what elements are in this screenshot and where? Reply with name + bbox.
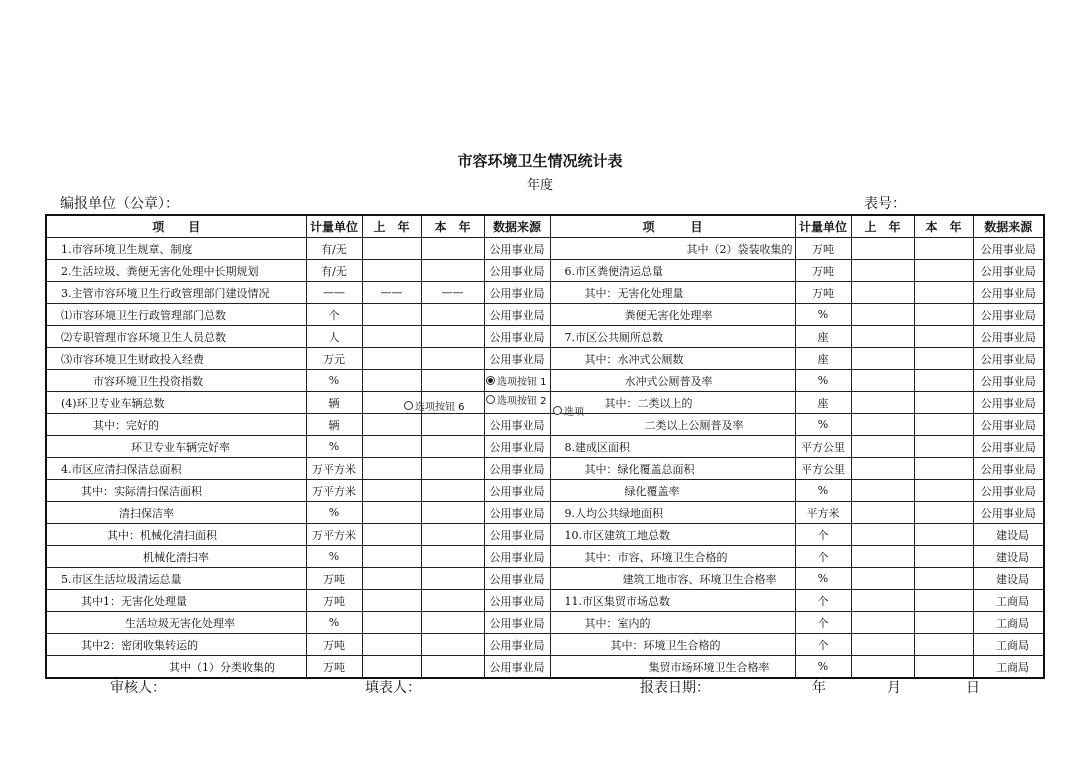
right-prev-year-cell[interactable] [851, 634, 914, 656]
header-cur-year-right: 本 年 [914, 215, 973, 238]
header-cur-year: 本 年 [421, 215, 484, 238]
left-unit-cell: % [306, 436, 362, 458]
right-source-cell: 公用事业局 [973, 370, 1044, 392]
right-unit-cell: 万吨 [795, 238, 851, 260]
right-unit-cell: 座 [795, 326, 851, 348]
right-unit-cell: % [795, 480, 851, 502]
form-number-label: 表号： [864, 196, 906, 212]
left-item-cell: 3.主管市容环境卫生行政管理部门建设情况 [46, 282, 306, 304]
right-unit-cell: % [795, 414, 851, 436]
page-subtitle: 年度 [526, 178, 553, 193]
left-prev-year-cell[interactable] [362, 480, 421, 502]
right-unit-cell: % [795, 568, 851, 590]
right-item-cell: 建筑工地市容、环境卫生合格率 [550, 568, 795, 590]
left-source-cell: 公用事业局 [484, 568, 550, 590]
right-item-cell: 二类以上公厕普及率 [550, 414, 795, 436]
month-label: 月 [887, 680, 901, 696]
left-cur-year-cell[interactable] [421, 326, 484, 348]
right-item-cell: 其中：无害化处理量 [550, 282, 795, 304]
right-item-cell: 其中：市容、环境卫生合格的 [550, 546, 795, 568]
left-prev-year-cell[interactable]: —— [362, 282, 421, 304]
radio-label: 选项按钮 1 [497, 377, 547, 388]
right-cur-year-cell[interactable] [914, 260, 973, 282]
left-unit-cell: % [306, 612, 362, 634]
table-row [46, 348, 1044, 370]
radio-label: 选项按钮 6 [415, 402, 465, 413]
left-cur-year-cell[interactable] [421, 436, 484, 458]
radio-label: 选项按钮 2 [497, 396, 547, 407]
table-row [46, 480, 1044, 502]
table-row [46, 436, 1044, 458]
right-cur-year-cell[interactable] [914, 590, 973, 612]
left-unit-cell: 万平方米 [306, 458, 362, 480]
right-item-cell: 11.市区集贸市场总数 [550, 590, 795, 612]
right-source-cell: 公用事业局 [973, 436, 1044, 458]
table-row [46, 590, 1044, 612]
table-row [46, 458, 1044, 480]
left-unit-cell: 有/无 [306, 238, 362, 260]
left-unit-cell: 万吨 [306, 634, 362, 656]
left-unit-cell: —— [306, 282, 362, 304]
left-item-cell: 其中2：密闭收集转运的 [46, 634, 306, 656]
right-source-cell: 建设局 [973, 546, 1044, 568]
right-source-cell: 公用事业局 [973, 260, 1044, 282]
right-cur-year-cell[interactable] [914, 502, 973, 524]
left-prev-year-cell[interactable] [362, 656, 421, 679]
year-label: 年 [812, 680, 826, 696]
radio-circle-icon[interactable] [486, 376, 495, 385]
left-item-cell: 环卫专业车辆完好率 [46, 436, 306, 458]
left-cur-year-cell[interactable]: —— [421, 282, 484, 304]
left-cur-year-cell[interactable] [421, 568, 484, 590]
right-item-cell: 其中：室内的 [550, 612, 795, 634]
right-unit-cell: 平方米 [795, 502, 851, 524]
right-prev-year-cell[interactable] [851, 414, 914, 436]
right-prev-year-cell[interactable] [851, 568, 914, 590]
right-unit-cell: % [795, 304, 851, 326]
right-cur-year-cell[interactable] [914, 436, 973, 458]
left-unit-cell: 人 [306, 326, 362, 348]
left-unit-cell: 万平方米 [306, 480, 362, 502]
right-item-cell: 绿化覆盖率 [550, 480, 795, 502]
left-cur-year-cell[interactable] [421, 348, 484, 370]
right-source-cell: 公用事业局 [973, 458, 1044, 480]
left-source-cell: 公用事业局 [484, 590, 550, 612]
right-item-cell: 9.人均公共绿地面积 [550, 502, 795, 524]
right-source-cell: 公用事业局 [973, 238, 1044, 260]
table-row [46, 282, 1044, 304]
left-unit-cell: 有/无 [306, 260, 362, 282]
right-item-cell: 10.市区建筑工地总数 [550, 524, 795, 546]
left-cur-year-cell[interactable] [421, 634, 484, 656]
right-item-cell: 粪便无害化处理率 [550, 304, 795, 326]
right-unit-cell: 个 [795, 634, 851, 656]
header-unit-right: 计量单位 [795, 215, 851, 238]
right-source-cell: 工商局 [973, 590, 1044, 612]
right-prev-year-cell[interactable] [851, 392, 914, 414]
right-prev-year-cell[interactable] [851, 546, 914, 568]
right-cur-year-cell[interactable] [914, 568, 973, 590]
left-source-cell: 公用事业局 [484, 546, 550, 568]
right-item-cell: 其中：环境卫生合格的 [550, 634, 795, 656]
right-source-cell: 公用事业局 [973, 502, 1044, 524]
right-item-cell: 6.市区粪便清运总量 [550, 260, 795, 282]
right-unit-cell: 个 [795, 590, 851, 612]
left-cur-year-cell[interactable] [421, 524, 484, 546]
left-cur-year-cell[interactable] [421, 656, 484, 679]
left-item-cell: 其中1：无害化处理量 [46, 590, 306, 612]
right-item-cell: 水冲式公厕普及率 [550, 370, 795, 392]
right-prev-year-cell[interactable] [851, 260, 914, 282]
left-cur-year-cell[interactable] [421, 370, 484, 392]
right-prev-year-cell[interactable] [851, 370, 914, 392]
right-cur-year-cell[interactable] [914, 370, 973, 392]
left-unit-cell: 万吨 [306, 568, 362, 590]
left-unit-cell: % [306, 370, 362, 392]
left-source-cell: 公用事业局 [484, 348, 550, 370]
option-radio-button[interactable] [486, 373, 547, 388]
left-unit-cell: 万吨 [306, 590, 362, 612]
table-row [46, 260, 1044, 282]
left-source-cell: 公用事业局 [484, 502, 550, 524]
left-cur-year-cell[interactable] [421, 260, 484, 282]
left-item-cell: ⑵专职管理市容环境卫生人员总数 [46, 326, 306, 348]
radio-circle-icon[interactable] [553, 406, 562, 415]
right-prev-year-cell[interactable] [851, 502, 914, 524]
statistics-table [45, 214, 1045, 679]
right-source-cell: 建设局 [973, 524, 1044, 546]
left-item-cell: ⑴市容环境卫生行政管理部门总数 [46, 304, 306, 326]
reporting-unit-label: 编报单位（公章）： [60, 196, 179, 212]
right-prev-year-cell[interactable] [851, 348, 914, 370]
table-row [46, 612, 1044, 634]
left-prev-year-cell[interactable] [362, 612, 421, 634]
right-prev-year-cell[interactable] [851, 436, 914, 458]
right-unit-cell: 个 [795, 546, 851, 568]
right-unit-cell: 个 [795, 612, 851, 634]
right-source-cell: 公用事业局 [973, 414, 1044, 436]
left-source-cell: 公用事业局 [484, 524, 550, 546]
right-cur-year-cell[interactable] [914, 304, 973, 326]
right-prev-year-cell[interactable] [851, 612, 914, 634]
left-prev-year-cell[interactable] [362, 348, 421, 370]
right-unit-cell: 平方公里 [795, 436, 851, 458]
left-source-cell: 公用事业局 [484, 634, 550, 656]
left-prev-year-cell[interactable] [362, 436, 421, 458]
left-unit-cell: 辆 [306, 392, 362, 414]
right-source-cell: 工商局 [973, 634, 1044, 656]
left-cur-year-cell[interactable] [421, 590, 484, 612]
table-row [46, 634, 1044, 656]
left-item-cell: 4.市区应清扫保洁总面积 [46, 458, 306, 480]
left-prev-year-cell[interactable] [362, 458, 421, 480]
table-row [46, 414, 1044, 436]
right-item-cell: 集贸市场环境卫生合格率 [550, 656, 795, 679]
left-source-cell: 公用事业局 [484, 436, 550, 458]
left-item-cell: 清扫保洁率 [46, 502, 306, 524]
option-radio-button[interactable] [553, 403, 584, 418]
left-unit-cell: 个 [306, 304, 362, 326]
left-item-cell: 1.市容环境卫生规章、制度 [46, 238, 306, 260]
option-radio-button[interactable] [404, 398, 465, 413]
left-source-cell: 公用事业局 [484, 282, 550, 304]
left-source-cell: 公用事业局 [484, 326, 550, 348]
right-source-cell: 公用事业局 [973, 348, 1044, 370]
option-radio-button[interactable] [486, 392, 547, 407]
report-date-label: 报表日期： [640, 680, 710, 696]
table-row [46, 656, 1044, 679]
left-cur-year-cell[interactable] [421, 480, 484, 502]
right-cur-year-cell[interactable] [914, 348, 973, 370]
left-prev-year-cell[interactable] [362, 370, 421, 392]
right-source-cell: 公用事业局 [973, 326, 1044, 348]
right-prev-year-cell[interactable] [851, 458, 914, 480]
right-cur-year-cell[interactable] [914, 656, 973, 679]
table-row [46, 568, 1044, 590]
left-cur-year-cell[interactable] [421, 458, 484, 480]
left-unit-cell: 辆 [306, 414, 362, 436]
right-unit-cell: 平方公里 [795, 458, 851, 480]
right-unit-cell: 座 [795, 348, 851, 370]
left-unit-cell: % [306, 546, 362, 568]
left-cur-year-cell[interactable] [421, 238, 484, 260]
left-cur-year-cell[interactable] [421, 546, 484, 568]
right-cur-year-cell[interactable] [914, 546, 973, 568]
right-prev-year-cell[interactable] [851, 524, 914, 546]
right-prev-year-cell[interactable] [851, 480, 914, 502]
header-source-right: 数据来源 [973, 215, 1044, 238]
left-source-cell: 公用事业局 [484, 480, 550, 502]
right-unit-cell: 万吨 [795, 282, 851, 304]
right-prev-year-cell[interactable] [851, 326, 914, 348]
left-source-cell: 公用事业局 [484, 656, 550, 679]
right-item-cell: 其中（2）袋装收集的 [550, 238, 795, 260]
left-item-cell: 5.市区生活垃圾清运总量 [46, 568, 306, 590]
page-title: 市容环境卫生情况统计表 [457, 152, 623, 170]
left-source-cell: 公用事业局 [484, 304, 550, 326]
right-cur-year-cell[interactable] [914, 458, 973, 480]
left-unit-cell: 万平方米 [306, 524, 362, 546]
right-unit-cell: 个 [795, 524, 851, 546]
left-item-cell: 生活垃圾无害化处理率 [46, 612, 306, 634]
left-cur-year-cell[interactable] [421, 612, 484, 634]
left-prev-year-cell[interactable] [362, 568, 421, 590]
right-cur-year-cell[interactable] [914, 480, 973, 502]
left-cur-year-cell[interactable] [421, 502, 484, 524]
right-item-cell: 7.市区公共厕所总数 [550, 326, 795, 348]
right-source-cell: 工商局 [973, 612, 1044, 634]
right-prev-year-cell[interactable] [851, 304, 914, 326]
left-prev-year-cell[interactable] [362, 502, 421, 524]
reviewer-label: 审核人： [110, 680, 166, 696]
right-item-cell: 8.建成区面积 [550, 436, 795, 458]
right-cur-year-cell[interactable] [914, 392, 973, 414]
radio-circle-icon[interactable] [486, 395, 495, 404]
left-unit-cell: 万元 [306, 348, 362, 370]
right-item-cell: 其中：二类以上的 [550, 392, 795, 414]
left-item-cell: 其中：机械化清扫面积 [46, 524, 306, 546]
right-unit-cell: % [795, 656, 851, 679]
left-source-cell: 公用事业局 [484, 612, 550, 634]
table-row [46, 502, 1044, 524]
right-cur-year-cell[interactable] [914, 238, 973, 260]
header-unit: 计量单位 [306, 215, 362, 238]
right-prev-year-cell[interactable] [851, 238, 914, 260]
left-prev-year-cell[interactable] [362, 260, 421, 282]
left-source-cell: 公用事业局 [484, 414, 550, 436]
left-prev-year-cell[interactable] [362, 304, 421, 326]
right-cur-year-cell[interactable] [914, 326, 973, 348]
left-prev-year-cell[interactable] [362, 326, 421, 348]
left-prev-year-cell[interactable] [362, 524, 421, 546]
left-prev-year-cell[interactable] [362, 238, 421, 260]
table-row [46, 238, 1044, 260]
right-source-cell: 公用事业局 [973, 480, 1044, 502]
right-prev-year-cell[interactable] [851, 590, 914, 612]
table-row [46, 546, 1044, 568]
right-source-cell: 建设局 [973, 568, 1044, 590]
left-cur-year-cell[interactable] [421, 304, 484, 326]
right-unit-cell: 万吨 [795, 260, 851, 282]
right-cur-year-cell[interactable] [914, 282, 973, 304]
left-prev-year-cell[interactable] [362, 414, 421, 436]
left-unit-cell: % [306, 502, 362, 524]
right-unit-cell: % [795, 370, 851, 392]
header-source: 数据来源 [484, 215, 550, 238]
right-source-cell: 工商局 [973, 656, 1044, 679]
left-prev-year-cell[interactable] [362, 546, 421, 568]
left-item-cell: (4)环卫专业车辆总数 [46, 392, 306, 414]
radio-circle-icon[interactable] [404, 401, 413, 410]
header-prev-year-right: 上 年 [851, 215, 914, 238]
right-item-cell: 其中：绿化覆盖总面积 [550, 458, 795, 480]
day-label: 日 [966, 680, 980, 696]
left-item-cell: 其中（1）分类收集的 [46, 656, 306, 679]
header-prev-year: 上 年 [362, 215, 421, 238]
left-source-cell: 公用事业局 [484, 238, 550, 260]
left-prev-year-cell[interactable] [362, 634, 421, 656]
table-row [46, 524, 1044, 546]
table-row [46, 326, 1044, 348]
left-cur-year-cell[interactable] [421, 414, 484, 436]
right-source-cell: 公用事业局 [973, 304, 1044, 326]
header-item: 项 目 [46, 215, 306, 238]
right-cur-year-cell[interactable] [914, 612, 973, 634]
left-item-cell: 2.生活垃圾、粪便无害化处理中长期规划 [46, 260, 306, 282]
right-cur-year-cell[interactable] [914, 524, 973, 546]
right-prev-year-cell[interactable] [851, 656, 914, 679]
left-item-cell: 机械化清扫率 [46, 546, 306, 568]
left-item-cell: 市容环境卫生投资指数 [46, 370, 306, 392]
right-source-cell: 公用事业局 [973, 282, 1044, 304]
right-cur-year-cell[interactable] [914, 634, 973, 656]
left-item-cell: ⑶市容环境卫生财政投入经费 [46, 348, 306, 370]
filler-label: 填表人： [365, 680, 421, 696]
right-cur-year-cell[interactable] [914, 414, 973, 436]
left-source-cell: 公用事业局 [484, 260, 550, 282]
left-item-cell: 其中：实际清扫保洁面积 [46, 480, 306, 502]
left-item-cell: 其中：完好的 [46, 414, 306, 436]
header-item-right: 项 目 [550, 215, 795, 238]
right-item-cell: 其中：水冲式公厕数 [550, 348, 795, 370]
right-source-cell: 公用事业局 [973, 392, 1044, 414]
left-unit-cell: 万吨 [306, 656, 362, 679]
radio-label: 选项 [564, 407, 584, 418]
left-prev-year-cell[interactable] [362, 590, 421, 612]
right-unit-cell: 座 [795, 392, 851, 414]
table-row [46, 304, 1044, 326]
header-row [46, 215, 1044, 238]
left-source-cell: 公用事业局 [484, 458, 550, 480]
right-prev-year-cell[interactable] [851, 282, 914, 304]
